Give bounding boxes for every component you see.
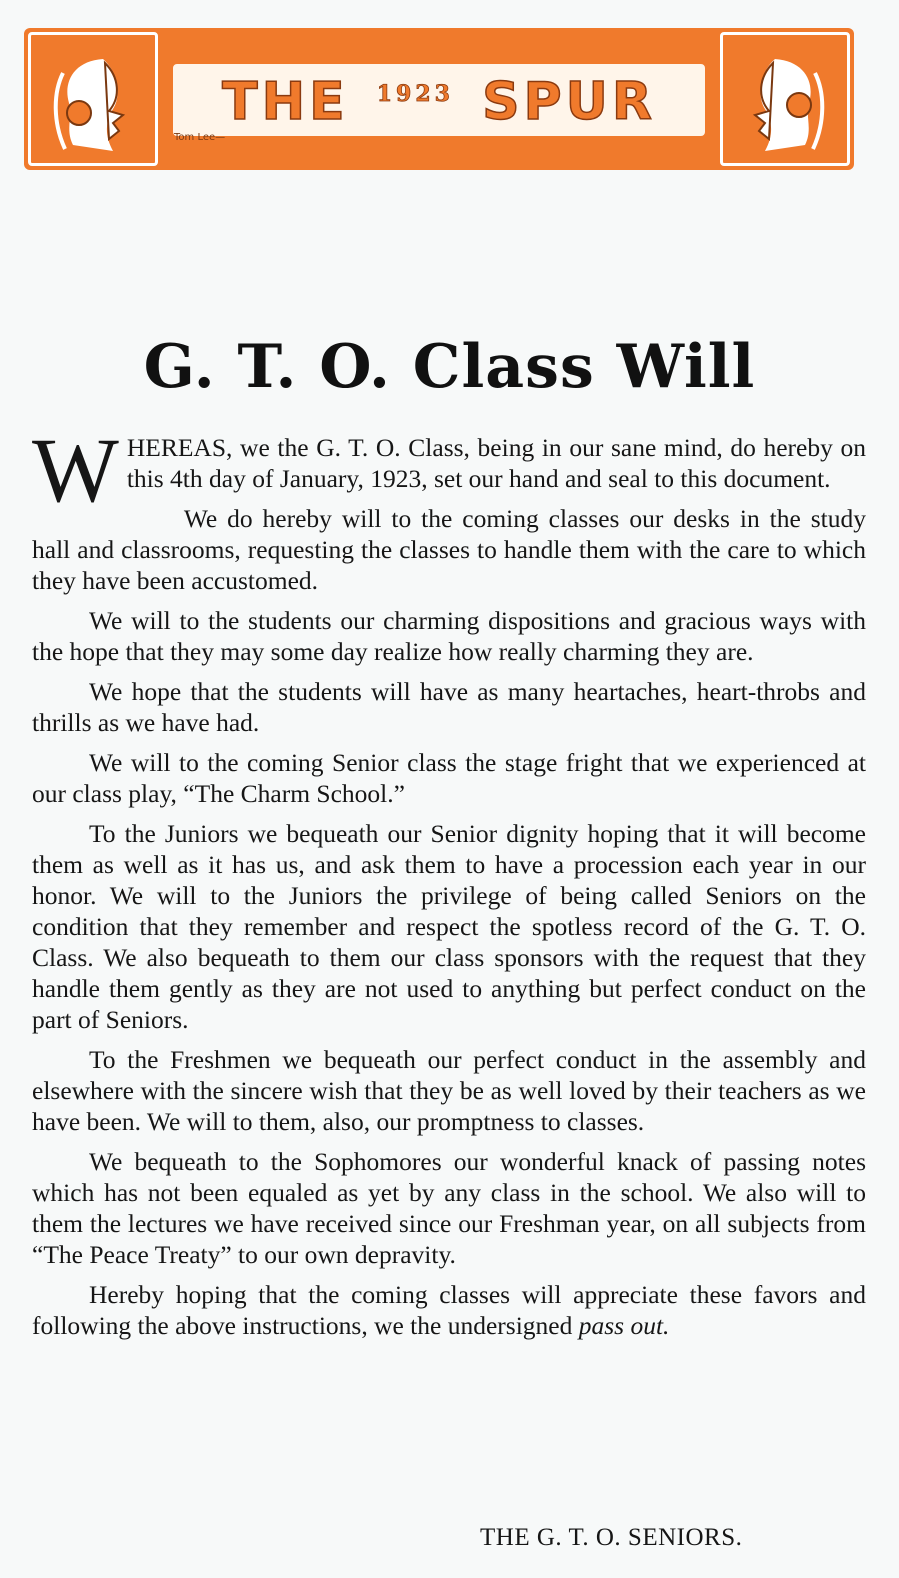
banner-title xyxy=(173,72,705,132)
will-paragraph: We bequeath to the Sophomores our wonderful knack of passing notes which has not been equaled as yet by any class in the school. We also will to them the lectures we have received since our Freshman year, on all subjects from “The Peace Treaty” to our own depravity. xyxy=(32,1147,866,1269)
will-paragraph: To the Juniors we bequeath our Senior dignity hoping that it will become them as well as it has us, and ask them to have a procession each year in our honor. We will to the Juniors the privilege of being called Seniors on the condition that they remember and respect the spotless record of the G. T. O. Class. We also bequeath to them our class sponsors with the request that they handle them gently as they are not used to anything but perfect conduct on the part of Seniors. xyxy=(32,819,866,1034)
title-the: THE xyxy=(222,72,349,132)
opening-paragraph xyxy=(32,419,866,521)
class-will-body xyxy=(32,419,866,1350)
page-title: G. T. O. Class Will xyxy=(143,332,756,402)
closing-paragraph xyxy=(32,1279,866,1341)
will-paragraph: To the Freshmen we bequeath our perfect conduct in the assembly and elsewhere with the sincere wish that they be as well loved by their teachers as we have been. We will to them, also, our promptness to classes. xyxy=(32,1045,866,1136)
title-year: 1923 xyxy=(376,80,454,107)
will-paragraph: We will to the students our charming dispositions and gracious ways with the hope that they may some day realize how really charming they are. xyxy=(32,606,866,666)
closing-text: Hereby hoping that the coming classes will appreciate these favors and following the above instructions, we the undersigned xyxy=(32,1280,866,1340)
title-plate xyxy=(169,60,709,140)
will-paragraph: We will to the coming Senior class the stage fright that we experienced at our class play, “The Charm School.” xyxy=(32,748,866,808)
profile-face-left-icon xyxy=(43,53,143,157)
will-paragraph: We do hereby will to the coming classes our desks in the study hall and classrooms, requesting the classes to handle them with the care to which they have been accustomed. xyxy=(32,504,866,595)
will-paragraph: We hope that the students will have as many heartaches, heart-throbs and thrills as we have had. xyxy=(32,677,866,737)
signoff: THE G. T. O. SENIORS. xyxy=(480,1524,743,1551)
left-ornament-panel xyxy=(28,32,158,166)
right-ornament-panel xyxy=(720,32,850,166)
opening-text: HEREAS, we the G. T. O. Class, being in our sane mind, do hereby on this 4th day of January, 1923, set our hand and seal to this document. xyxy=(126,433,866,493)
drop-cap: W xyxy=(32,419,119,521)
closing-italic: pass out. xyxy=(578,1311,670,1340)
spur-banner xyxy=(24,28,854,170)
artist-signature: Tom Lee— xyxy=(174,132,226,143)
profile-face-right-icon xyxy=(735,53,835,157)
title-spur: SPUR xyxy=(482,72,656,132)
